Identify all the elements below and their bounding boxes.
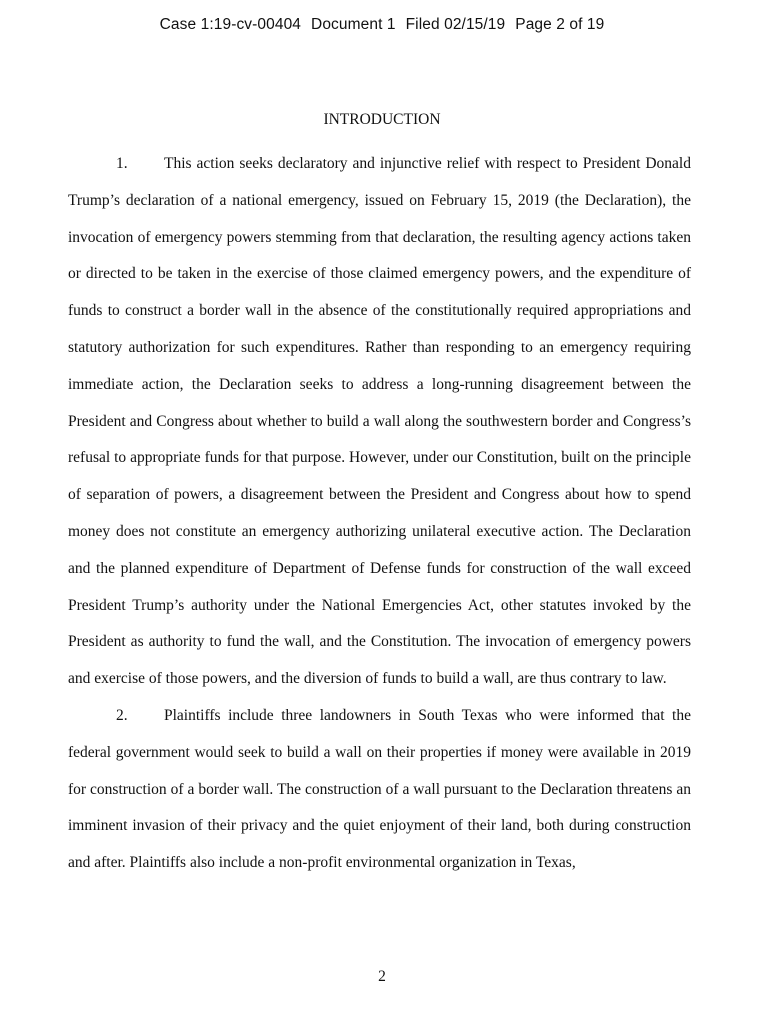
paragraph-text: Plaintiffs include three landowners in South Texas who were informed that the federal government would seek to build a wall on their properties if money were available in 2019 for construction of a border wall. The construction of a wall pursuant to the Declaration threatens an imminent invasion of their privacy and the quiet enjoyment of their land, both during construction and after. Plaintiffs also include a non-profit environmental organization in Texas,	[68, 706, 691, 872]
paragraph-number: 2.	[116, 706, 128, 724]
document-body	[68, 146, 691, 882]
paragraph-2	[68, 698, 691, 882]
case-number: Case 1:19-cv-00404	[159, 16, 302, 33]
paragraph-number: 1.	[116, 155, 128, 172]
page-count: Page 2 of 19	[515, 16, 605, 33]
case-header	[0, 16, 764, 34]
page-number: 2	[378, 968, 386, 985]
filed-date: Filed 02/15/19	[405, 16, 506, 33]
document-number: Document 1	[311, 16, 396, 33]
paragraph-text: This action seeks declaratory and injunctive relief with respect to President Donald Trump’s declaration of a national emergency, issued on February 15, 2019 (the Declaration), the invocation of emergency powers stemming from that declaration, the resulting agency actions taken or directed to be taken in the exercise of those claimed emergency powers, and the expenditure of funds to construct a border wall in the absence of the constitutionally required appropriations and statutory authorization for such expenditures. Rather than responding to an emergency requiring immediate action, the Declaration seeks to address a long-running disagreement between the President and Congress about whether to build a wall along the southwestern border and Congress’s refusal to appropriate funds for that purpose. However, under our Constitution, built on the principle of separation of powers, a disagreement between the President and Congress about how to spend money does not constitute an emergency authorizing unilateral executive action. The Declaration and the planned expenditure of Department of Defense funds for construction of the wall exceed President Trump’s authority under the National Emergencies Act, other statutes invoked by the President as authority to fund the wall, and the Constitution. The invocation of emergency powers and exercise of those powers, and the diversion of funds to build a wall, are thus contrary to law.	[68, 155, 691, 688]
section-heading: INTRODUCTION	[323, 111, 441, 128]
paragraph-1	[68, 146, 691, 698]
